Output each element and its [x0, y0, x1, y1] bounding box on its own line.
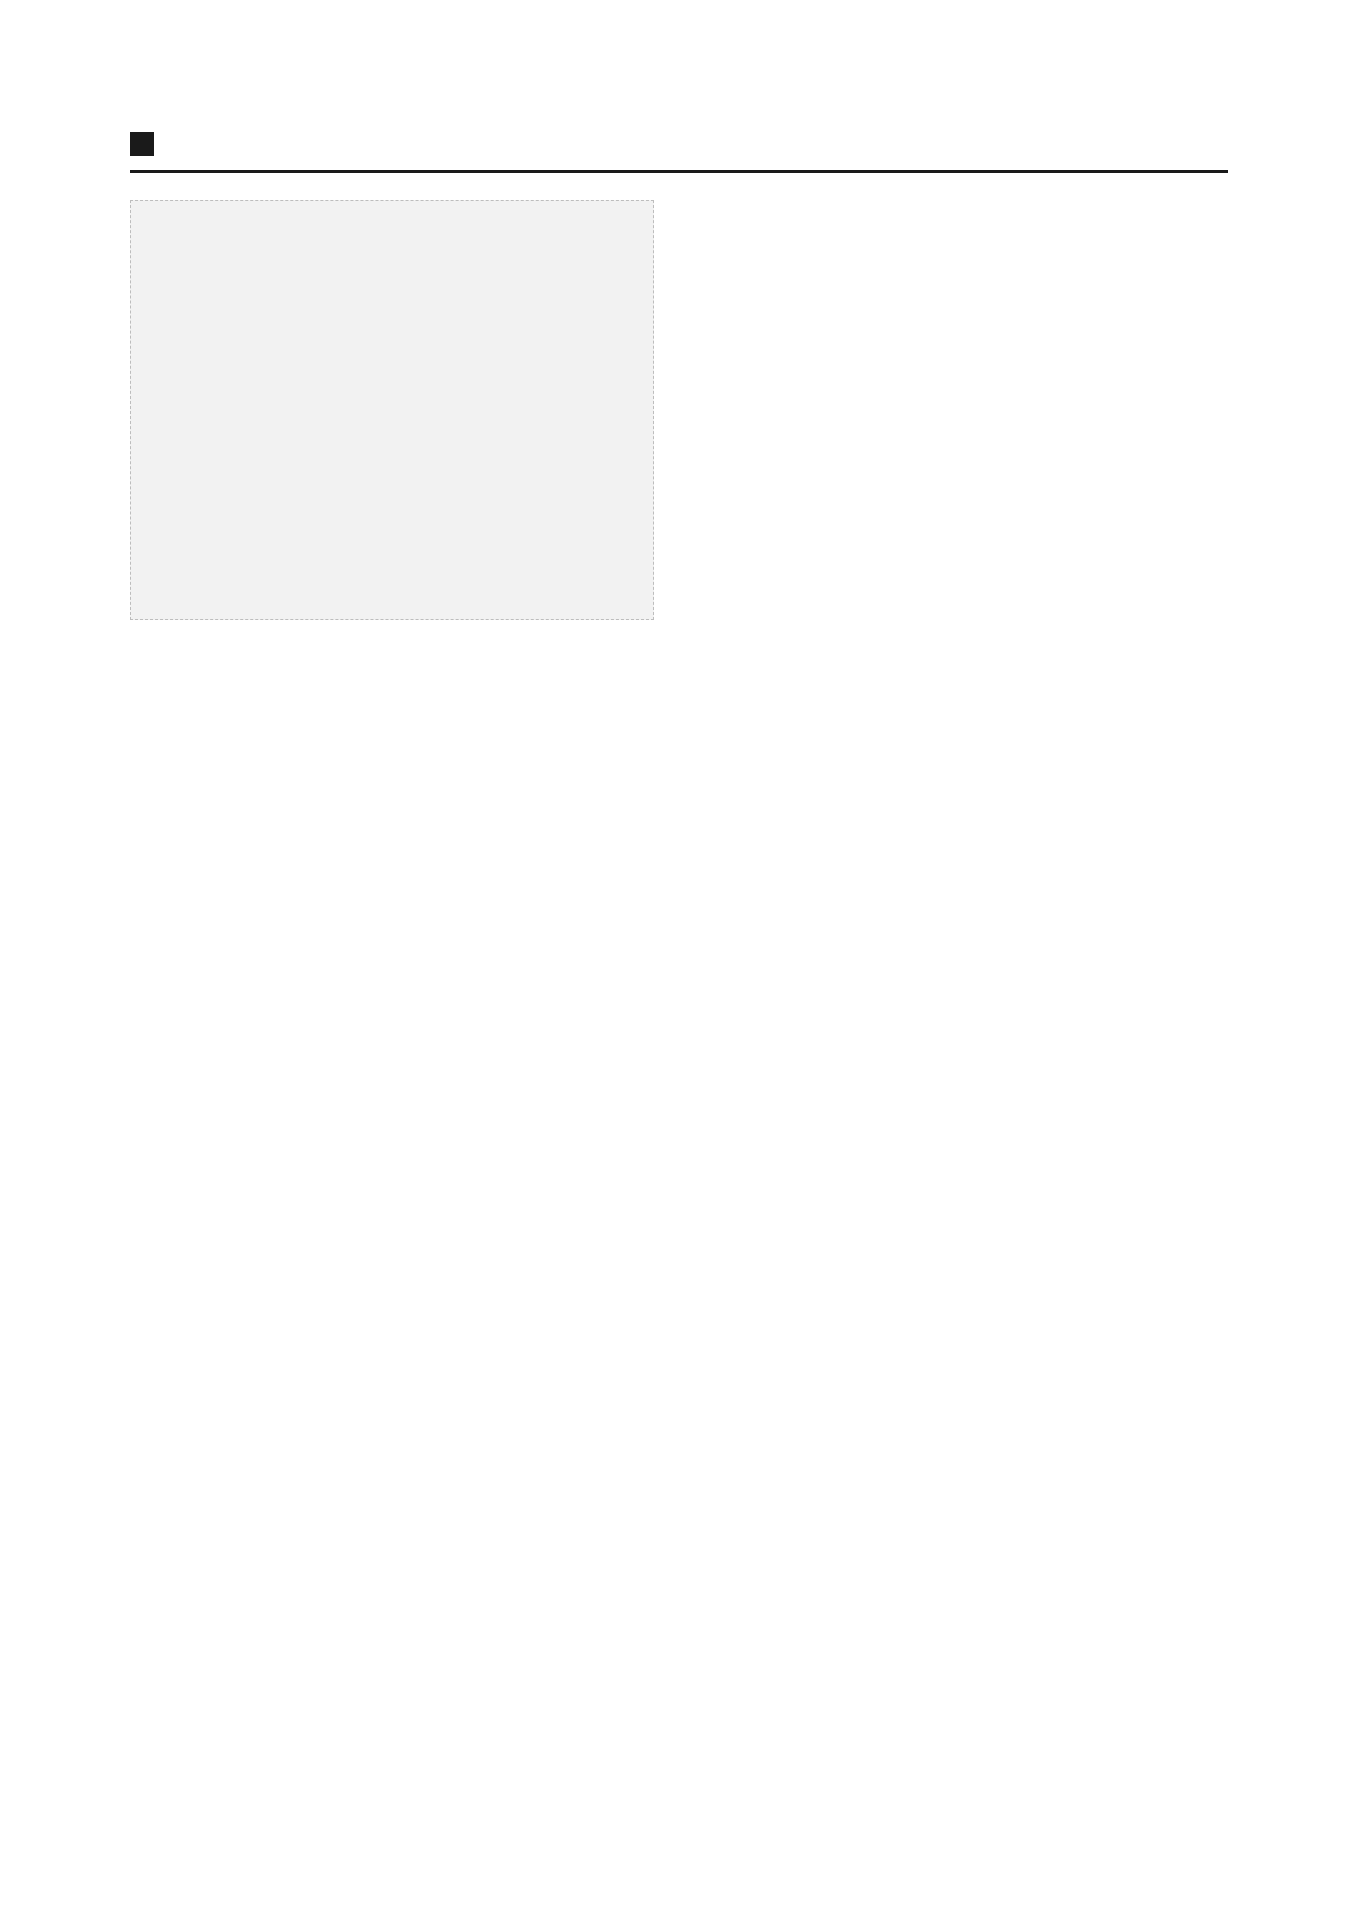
header-square-mark	[130, 132, 154, 156]
left-column	[130, 200, 654, 638]
page-header	[130, 120, 1228, 173]
illustration-placeholder	[130, 200, 654, 620]
right-column	[704, 200, 1228, 210]
